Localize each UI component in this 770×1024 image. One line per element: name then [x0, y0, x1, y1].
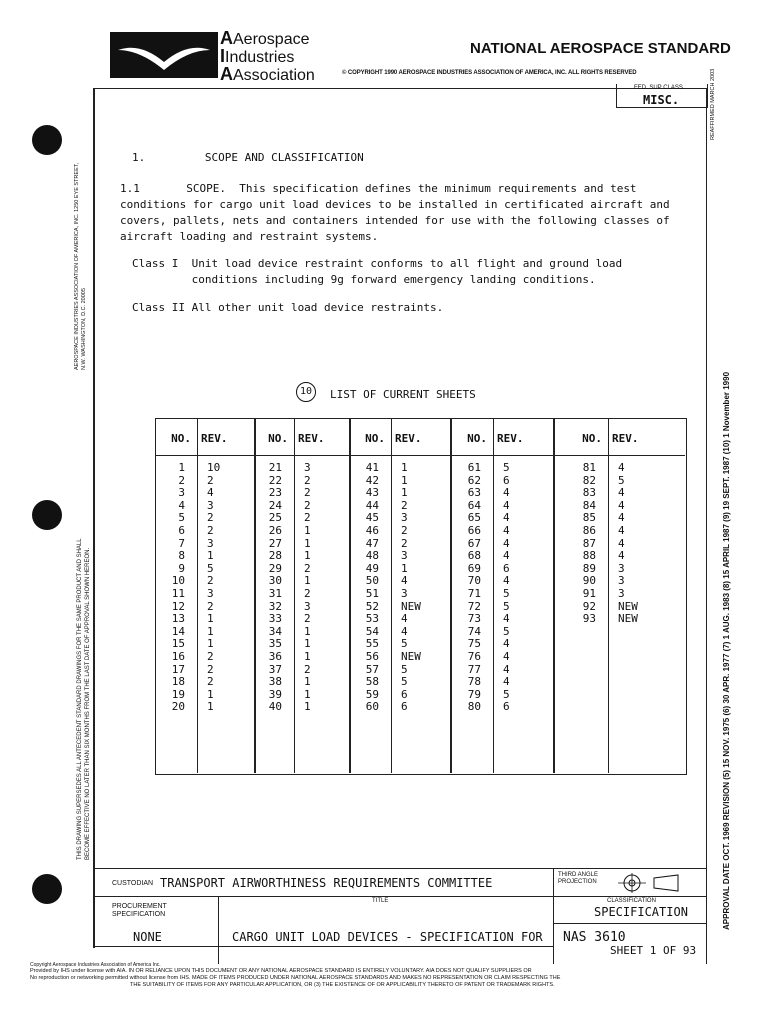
sheet-number-cell: 25: [268, 511, 282, 525]
sheet-number-cell: 51: [365, 587, 379, 600]
frame-right: [706, 88, 707, 964]
custodian-label: CUSTODIAN: [112, 880, 154, 887]
sheet-number-cell: 34: [268, 624, 282, 638]
sheet-revision-cell: 5: [503, 587, 510, 600]
sheet-number-cell: 52: [365, 599, 379, 613]
sheet-revision-cell: 2: [401, 524, 408, 537]
sheet-revision-cell: 5: [503, 599, 510, 613]
sheet-number-cell: 50: [365, 574, 379, 588]
aia-logo: [110, 32, 218, 78]
title-label: TITLE: [372, 898, 389, 904]
sheet-revision-cell: 2: [304, 587, 311, 600]
sheet-revision-cell: 1: [304, 687, 311, 701]
column-divider: [294, 418, 295, 773]
sheet-revision-cell: 3: [401, 511, 408, 525]
sheet-number-cell: 32: [268, 599, 282, 613]
sheet-number-cell: 10: [171, 574, 185, 588]
sheet-number-cell: 44: [365, 498, 379, 512]
sheet-number-cell: 7: [178, 536, 185, 550]
sheet-revision-cell: 3: [618, 587, 625, 600]
sheet-revision-cell: 1: [304, 700, 311, 714]
sheet-revision-cell: 2: [304, 561, 311, 575]
sheet-number-cell: 84: [582, 498, 596, 512]
sheet-number-cell: 48: [365, 549, 379, 563]
sheet-number-cell: 2: [178, 473, 185, 487]
sheet-number-cell: 86: [582, 524, 596, 537]
third-angle-label: THIRD ANGLE PROJECTION: [558, 872, 599, 885]
sheet-number-cell: 71: [467, 587, 481, 600]
sheet-number-cell: 81: [582, 461, 596, 474]
sheet-number-cell: 37: [268, 662, 282, 676]
sheet-revision-cell: 1: [401, 461, 408, 474]
sheet-revision-cell: 4: [503, 549, 510, 563]
sheet-revision-cell: 5: [207, 561, 214, 575]
sheet-number-cell: 46: [365, 524, 379, 537]
section-heading: 1. SCOPE AND CLASSIFICATION: [132, 151, 364, 164]
sheet-revision-cell: NEW: [401, 599, 421, 613]
footer-disclaimer-2: No reproduction or networking permitted without license from IHS. MADE OF ITEMS PRODUCED UNDER NATIONAL AEROSPACE STANDARDS AND MAKES NO REPRESENTATION OR CLAIM RESPECTING THE: [30, 975, 561, 981]
sheet-number-cell: 91: [582, 587, 596, 600]
sheet-revision-cell: 4: [503, 486, 510, 500]
sheet-revision-cell: 4: [503, 536, 510, 550]
sheet-revision-cell: 2: [304, 511, 311, 525]
sheet-number-cell: 31: [268, 587, 282, 600]
header-rev: REV.: [612, 432, 639, 445]
sheet-number-cell: 18: [171, 675, 185, 689]
sheet-number-cell: 67: [467, 536, 481, 550]
sheet-number-cell: 54: [365, 624, 379, 638]
sheet-revision-cell: NEW: [618, 599, 638, 613]
sheets-title: LIST OF CURRENT SHEETS: [330, 388, 476, 401]
sheet-revision-cell: 4: [503, 524, 510, 537]
sheet-revision-cell: 1: [401, 486, 408, 500]
sheet-number-cell: 82: [582, 473, 596, 487]
sheet-revision-cell: 1: [401, 473, 408, 487]
sheet-number-cell: 43: [365, 486, 379, 500]
sheet-number-cell: 38: [268, 675, 282, 689]
sheet-number-cell: 88: [582, 549, 596, 563]
sheet-number-cell: 23: [268, 486, 282, 500]
sheet-revision-cell: NEW: [401, 650, 421, 663]
sheet-revision-cell: 5: [401, 637, 408, 651]
sheet-number-cell: 56: [365, 650, 379, 663]
custodian-value: TRANSPORT AIRWORTHINESS REQUIREMENTS COMMITTEE: [160, 876, 493, 890]
sheet-number-cell: 62: [467, 473, 481, 487]
sheet-revision-cell: 1: [304, 624, 311, 638]
sheet-revision-cell: 4: [401, 624, 408, 638]
sheet-revision-cell: 5: [618, 473, 625, 487]
sheet-revision-cell: 10: [207, 461, 221, 474]
classification-label: CLASSIFICATION: [607, 898, 656, 904]
sheet-revision-cell: 4: [401, 574, 408, 588]
sheet-number-cell: 70: [467, 574, 481, 588]
classification-value: SPECIFICATION: [594, 905, 688, 919]
sheet-revision-cell: 4: [503, 650, 510, 663]
sheet-number-cell: 76: [467, 650, 481, 663]
punch-hole: [32, 125, 62, 155]
sheet-revision-cell: 3: [207, 587, 214, 600]
copyright-notice: © COPYRIGHT 1990 AEROSPACE INDUSTRIES ASSOCIATION OF AMERICA, INC. ALL RIGHTS RESERVED: [342, 70, 637, 76]
header-rev: REV.: [395, 432, 422, 445]
sheet-number-cell: 57: [365, 662, 379, 676]
sheet-revision-cell: 2: [304, 612, 311, 626]
sheet-number-cell: 39: [268, 687, 282, 701]
sheet-number-cell: 40: [268, 700, 282, 714]
sheet-revision-cell: 1: [207, 700, 214, 714]
column-divider: [391, 418, 392, 773]
footer-disclaimer-3: THE SUITABILITY OF ITEMS FOR ANY PARTICULAR APPLICATION, OR (3) THE EXISTENCE OF OR APPLICABILITY THERETO OF PATENT OR TRADEMARK RIGHTS.: [130, 982, 555, 988]
header-no: NO.: [171, 432, 191, 445]
sheet-revision-cell: 4: [503, 498, 510, 512]
sheet-number-cell: 92: [582, 599, 596, 613]
sheet-revision-cell: 1: [207, 624, 214, 638]
sheet-revision-cell: 1: [207, 687, 214, 701]
sheet-number-cell: 58: [365, 675, 379, 689]
sheet-number-cell: 64: [467, 498, 481, 512]
sheet-revision-cell: 2: [304, 498, 311, 512]
sheet-revision-cell: 1: [304, 524, 311, 537]
sheet-number-cell: 4: [178, 498, 185, 512]
standard-title: NATIONAL AEROSPACE STANDARD: [470, 40, 731, 57]
column-divider: [608, 418, 609, 773]
sheet-number-cell: 11: [171, 587, 185, 600]
sheet-number-cell: 3: [178, 486, 185, 500]
class-2-text: Class II All other unit load device restraints.: [132, 301, 444, 314]
sheet-number-cell: 1: [178, 461, 185, 474]
sheet-revision-cell: 4: [618, 549, 625, 563]
sheet-revision-cell: 4: [618, 524, 625, 537]
sheet-revision-cell: 5: [503, 687, 510, 701]
sheet-number-cell: 60: [365, 700, 379, 714]
sheet-revision-cell: 6: [503, 700, 510, 714]
sheet-number-cell: 9: [178, 561, 185, 575]
sheet-revision-cell: 1: [207, 549, 214, 563]
procurement-label: PROCUREMENT SPECIFICATION: [112, 903, 167, 918]
sheet-number-cell: 41: [365, 461, 379, 474]
sheet-number-cell: 42: [365, 473, 379, 487]
sheet-revision-cell: 2: [207, 662, 214, 676]
sheet-revision-cell: 1: [304, 574, 311, 588]
sheet-revision-cell: 4: [503, 511, 510, 525]
footer-disclaimer-1: Provided by IHS under license with AIA. IN OR RELIANCE UPON THIS DOCUMENT OR ANY NATIONAL AEROSPACE STANDARD IS ENTIRELY VOLUNTARY. AIA DOES NOT QUALIFY SUPPLIERS OR: [30, 968, 532, 974]
sheet-revision-cell: 1: [304, 549, 311, 563]
sheet-revision-cell: 6: [503, 473, 510, 487]
sheet-number-cell: 90: [582, 574, 596, 588]
sheet-number-cell: 59: [365, 687, 379, 701]
sheet-revision-cell: 4: [618, 511, 625, 525]
aia-address: AEROSPACE INDUSTRIES ASSOCIATION OF AMERICA, INC. 1250 EYE STREET, N.W. WASHINGTON, D.C. 20005: [74, 162, 87, 370]
sheet-number-cell: 27: [268, 536, 282, 550]
sheet-number-cell: 89: [582, 561, 596, 575]
header-no: NO.: [467, 432, 487, 445]
sheet-number-cell: 79: [467, 687, 481, 701]
sheet-number-cell: 68: [467, 549, 481, 563]
sheet-number-cell: 83: [582, 486, 596, 500]
sheet-revision-cell: 4: [503, 612, 510, 626]
projection-symbol-icon: [612, 872, 692, 898]
sheet-number-cell: 6: [178, 524, 185, 537]
revision-marker: 10: [296, 382, 316, 402]
sheet-number: SHEET 1 OF 93: [610, 944, 697, 957]
sheet-revision-cell: 2: [401, 498, 408, 512]
sheet-number-cell: 30: [268, 574, 282, 588]
column-divider: [197, 418, 198, 773]
sheet-number-cell: 33: [268, 612, 282, 626]
header-rev: REV.: [497, 432, 524, 445]
procurement-value: NONE: [133, 930, 162, 944]
sheet-revision-cell: 2: [304, 662, 311, 676]
frame-top: [93, 88, 707, 89]
sheet-number-cell: 66: [467, 524, 481, 537]
sheet-revision-cell: 6: [503, 561, 510, 575]
sheet-number-cell: 21: [268, 461, 282, 474]
org-name: AAerospace IIndustries AAssociation: [220, 28, 315, 84]
sheet-revision-cell: 2: [207, 599, 214, 613]
header-no: NO.: [365, 432, 385, 445]
sheet-number-cell: 5: [178, 511, 185, 525]
revision-history: APPROVAL DATE OCT. 1969 REVISION (5) 15 NOV. 1975 (6) 30 APR. 1977 (7) 1 AUG. 1983 (8) 15 APRIL 1987 (9) 19 SEPT. 1987 (10) 1 November 1990: [722, 371, 731, 930]
sheet-revision-cell: 1: [207, 637, 214, 651]
sheet-revision-cell: 2: [304, 473, 311, 487]
sheet-number-cell: 16: [171, 650, 185, 663]
sheet-number-cell: 93: [582, 612, 596, 626]
sheet-revision-cell: 2: [207, 473, 214, 487]
header-no: NO.: [268, 432, 288, 445]
sheet-revision-cell: 4: [503, 574, 510, 588]
sheet-number-cell: 61: [467, 461, 481, 474]
fed-class-value: MISC.: [643, 93, 680, 107]
sheet-number-cell: 19: [171, 687, 185, 701]
sheet-revision-cell: 1: [304, 650, 311, 663]
header-no: NO.: [582, 432, 602, 445]
supersedes-note: THIS DRAWING SUPERSEDES ALL ANTECEDENT STANDARD DRAWINGS FOR THE SAME PRODUCT AND SHALL BECOME EFFECTIVE NO LATER THAN SIX MONTHS FROM THE LAST DATE OF APPROVAL SHOWN HEREON.: [77, 538, 91, 860]
sheet-number-cell: 49: [365, 561, 379, 575]
reaffirmed-stamp: REAFFIRMED MARCH 2003: [710, 68, 716, 140]
sheet-revision-cell: 3: [618, 574, 625, 588]
sheet-number-cell: 69: [467, 561, 481, 575]
header-rev: REV.: [298, 432, 325, 445]
sheet-number-cell: 35: [268, 637, 282, 651]
sheet-revision-cell: 4: [618, 486, 625, 500]
sheet-revision-cell: 1: [401, 561, 408, 575]
sheet-revision-cell: 5: [401, 662, 408, 676]
document-title: CARGO UNIT LOAD DEVICES - SPECIFICATION FOR: [232, 930, 543, 944]
sheet-number-cell: 75: [467, 637, 481, 651]
sheet-revision-cell: 5: [503, 461, 510, 474]
column-divider: [493, 418, 494, 773]
sheet-revision-cell: 3: [618, 561, 625, 575]
sheet-revision-cell: 4: [207, 486, 214, 500]
sheet-revision-cell: 4: [618, 536, 625, 550]
sheet-revision-cell: 4: [503, 637, 510, 651]
sheet-number-cell: 55: [365, 637, 379, 651]
sheet-number-cell: 45: [365, 511, 379, 525]
footer-copyright: Copyright Aerospace Industries Association of America Inc.: [30, 962, 161, 968]
sheet-number-cell: 26: [268, 524, 282, 537]
sheet-number-cell: 77: [467, 662, 481, 676]
fed-class-label: FED. SUP CLASS: [634, 85, 683, 91]
punch-hole: [32, 874, 62, 904]
sheet-number-cell: 36: [268, 650, 282, 663]
sheet-number-cell: 29: [268, 561, 282, 575]
sheet-number-cell: 65: [467, 511, 481, 525]
sheet-revision-cell: 2: [207, 650, 214, 663]
sheet-revision-cell: NEW: [618, 612, 638, 626]
sheet-revision-cell: 3: [304, 599, 311, 613]
sheet-revision-cell: 1: [304, 637, 311, 651]
sheet-revision-cell: 3: [207, 498, 214, 512]
sheet-revision-cell: 2: [207, 511, 214, 525]
sheet-revision-cell: 4: [401, 612, 408, 626]
sheet-number-cell: 14: [171, 624, 185, 638]
sheet-number-cell: 73: [467, 612, 481, 626]
sheet-number-cell: 13: [171, 612, 185, 626]
sheet-revision-cell: 5: [503, 624, 510, 638]
sheet-number-cell: 20: [171, 700, 185, 714]
sheet-revision-cell: 5: [401, 675, 408, 689]
sheet-revision-cell: 2: [207, 524, 214, 537]
sheet-revision-cell: 2: [304, 486, 311, 500]
sheet-revision-cell: 4: [618, 461, 625, 474]
sheet-revision-cell: 3: [207, 536, 214, 550]
sheet-number-cell: 53: [365, 612, 379, 626]
sheet-number-cell: 15: [171, 637, 185, 651]
sheet-revision-cell: 3: [401, 587, 408, 600]
frame-left: [93, 88, 95, 948]
document-number: NAS 3610: [563, 930, 626, 945]
sheet-number-cell: 72: [467, 599, 481, 613]
sheet-number-cell: 12: [171, 599, 185, 613]
sheet-number-cell: 87: [582, 536, 596, 550]
sheet-number-cell: 28: [268, 549, 282, 563]
sheet-revision-cell: 2: [207, 675, 214, 689]
sheet-revision-cell: 1: [304, 536, 311, 550]
header-rev: REV.: [201, 432, 228, 445]
sheet-revision-cell: 4: [618, 498, 625, 512]
sheet-number-cell: 85: [582, 511, 596, 525]
sheet-number-cell: 63: [467, 486, 481, 500]
scope-paragraph: 1.1 SCOPE. This specification defines the minimum requirements and test conditions for cargo unit load devices to be installed in certificated aircraft and covers, pallets, nets and containers intended for use with the following classes of aircraft loading and restraint systems.: [120, 182, 670, 243]
punch-hole: [32, 500, 62, 530]
sheet-revision-cell: 3: [304, 461, 311, 474]
sheet-revision-cell: 4: [503, 662, 510, 676]
sheet-revision-cell: 2: [207, 574, 214, 588]
sheet-number-cell: 24: [268, 498, 282, 512]
sheet-number-cell: 17: [171, 662, 185, 676]
class-1-text: Class I Unit load device restraint conforms to all flight and ground load conditions including 9g forward emergency landing conditions.: [132, 257, 623, 286]
sheet-revision-cell: 2: [401, 536, 408, 550]
sheet-revision-cell: 1: [207, 612, 214, 626]
sheet-number-cell: 8: [178, 549, 185, 563]
sheet-revision-cell: 6: [401, 700, 408, 714]
sheet-revision-cell: 6: [401, 687, 408, 701]
sheet-number-cell: 47: [365, 536, 379, 550]
sheet-number-cell: 78: [467, 675, 481, 689]
sheet-revision-cell: 1: [304, 675, 311, 689]
sheet-number-cell: 22: [268, 473, 282, 487]
sheet-number-cell: 80: [467, 700, 481, 714]
sheet-number-cell: 74: [467, 624, 481, 638]
sheet-revision-cell: 4: [503, 675, 510, 689]
sheet-revision-cell: 3: [401, 549, 408, 563]
sheets-header-rule: [155, 455, 685, 456]
